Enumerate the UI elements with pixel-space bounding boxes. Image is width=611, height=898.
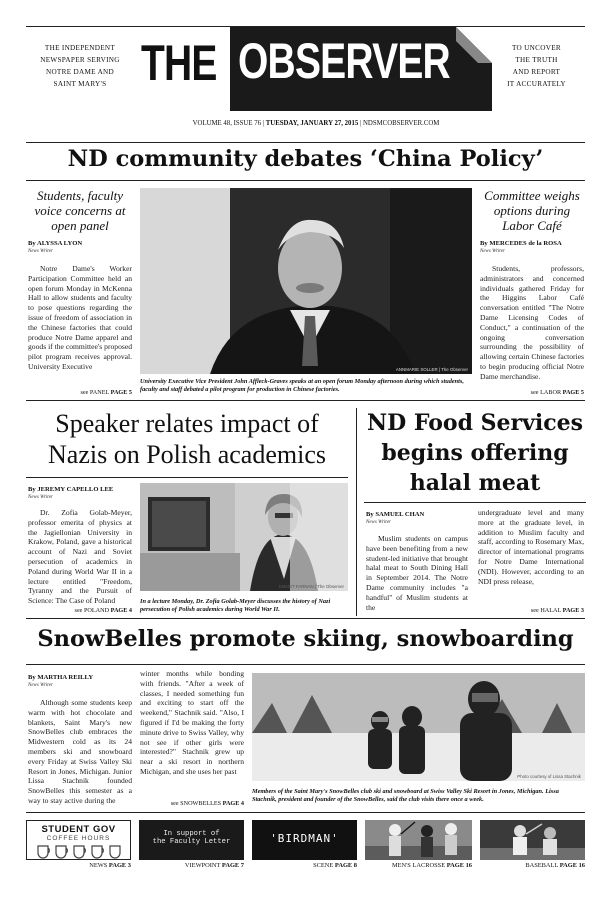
masthead-title-block (230, 27, 492, 111)
snow-body-left: Although some students keep warm with hot chocolate and blankets, Saint Mary's new SnowBelles club embraces the Midwestern cold as its 24 members ski and snowboard every Friday at Swiss Valley Ski Resort in Jones, Michigan. Junior Lissa Stachnik founded SnowBelles this semester as a way to stay active during the (28, 698, 132, 805)
food-headline-rule (364, 502, 586, 503)
issue-date: TUESDAY, JANUARY 27, 2015 (265, 120, 359, 127)
speaker-jump[interactable]: see POLAND PAGE 4 (74, 607, 132, 614)
issue-volume: VOLUME 48, ISSUE 76 (192, 120, 261, 127)
masthead-title-the: THE (141, 35, 217, 91)
snow-photo (252, 673, 585, 781)
teaser-viewpoint-art-title: In support of (163, 830, 220, 838)
lead-headline-rule (26, 180, 585, 181)
lead-top-rule (26, 142, 585, 143)
teaser-scene-label[interactable]: SCENE PAGE 8 (313, 862, 357, 869)
lead-right-role: News Writer (480, 249, 505, 254)
lacrosse-players-figure (365, 820, 472, 860)
teaser-viewpoint-art-sub: the Faculty Letter (152, 838, 231, 846)
speaker-photo (140, 483, 348, 591)
teaser-viewpoint[interactable] (139, 820, 244, 860)
speaker-photo-credit: EMMET FARNAN | The Observer (278, 584, 344, 589)
speaker-body: Dr. Zofia Golab-Meyer, professor emerita of physics at the Jagiellonian University in Krakow, Poland, gave a historical account of Nazi and Soviet persecution of academics in Poland during World War II in a lecture entitled "Freedom, Tyranny and the Pursuit of Science: The Case of Poland (28, 508, 132, 606)
teaser-news-art-sub: COFFEE HOURS (46, 835, 111, 842)
masthead-left-tagline: THE INDEPENDENT NEWSPAPER SERVING NOTRE DAME AND SAINT MARY'S (40, 44, 120, 88)
teaser-top-rule (26, 812, 585, 813)
masthead-right-tagline: TO UNCOVER THE TRUTH AND REPORT IT ACCURATELY (507, 44, 566, 88)
teaser-scene-art-title: 'BIRDMAN' (270, 832, 339, 845)
speaker-photo-caption: In a lecture Monday, Dr. Zofia Golab-Meyer discusses the history of Nazi persecution of Polish academics during World War II. (140, 598, 331, 613)
lead-right-byline: By MERCEDES de la ROSA (480, 240, 562, 247)
lead-photo-figure (140, 188, 472, 374)
lead-left-subhead[interactable]: Students, faculty voice concerns at open panel (34, 188, 126, 233)
section-rule-1 (26, 400, 585, 401)
lead-right-jump[interactable]: see LABOR PAGE 5 (530, 389, 584, 396)
snow-photo-credit: Photo courtesy of Lissa Stachnik (517, 774, 581, 779)
lead-headline[interactable]: ND community debates ‘China Policy’ (67, 146, 544, 172)
snow-headline[interactable]: SnowBelles promote skiing, snowboarding (37, 626, 574, 652)
coffee-cups-icon (34, 844, 124, 858)
lead-left-jump[interactable]: see PANEL PAGE 5 (80, 389, 132, 396)
food-body-left: Muslim students on campus have been benefiting from a new student-led initiative that brought halal meat to South Dining Hall in September 2014. The Notre Dame community includes "a handful" of Muslim students at the (366, 534, 468, 612)
food-body-right: undergraduate level and many more at the graduate level, in addition to Muslim faculty and staff, according to Rosemary Max, director of international programs for Notre Dame International (NDI). However, according to an NDI press release, (478, 508, 584, 586)
lead-photo (140, 188, 472, 374)
lead-photo-caption: University Executive Vice President John Affleck-Graves speaks at an open forum Monday afternoon during which students, faculty and staff debated a pilot program for production in Chinese factories. (140, 378, 464, 393)
baseball-players-figure (480, 820, 585, 860)
teaser-lacrosse-photo[interactable] (365, 820, 472, 860)
lead-left-byline: By ALYSSA LYON (28, 240, 83, 247)
food-role: News Writer (366, 520, 391, 525)
snow-headline-rule (26, 664, 585, 665)
food-jump[interactable]: see HALAL PAGE 3 (530, 607, 584, 614)
lead-right-subhead[interactable]: Committee weighs options during Labor Café (484, 188, 580, 233)
section-rule-2 (26, 618, 585, 619)
page-curl-icon (456, 27, 492, 63)
snow-role: News Writer (28, 683, 53, 688)
teaser-news[interactable] (26, 820, 131, 860)
speaker-role: News Writer (28, 495, 53, 500)
speaker-headline[interactable]: Speaker relates impact of Nazis on Polish academics (48, 409, 326, 469)
teaser-lacrosse-label[interactable]: MEN'S LACROSSE PAGE 16 (391, 862, 472, 869)
snow-jump[interactable]: see SNOWBELLES PAGE 4 (170, 800, 244, 807)
teaser-scene[interactable] (252, 820, 357, 860)
speaker-byline: By JEREMY CAPELLO LEE (28, 486, 114, 493)
speaker-headline-rule (26, 477, 348, 478)
lead-left-body: Notre Dame's Worker Participation Committee held an open forum Monday in McKenna Hall to allow students and faculty to pose questions regarding the issue of freedom of association in the Chinese factories that could produce Notre Dame apparel and goods if the committee's proposed pilot program receives approval. University Executive (28, 264, 132, 371)
teaser-baseball-photo[interactable] (480, 820, 585, 860)
masthead-title-main: OBSERVER (238, 33, 450, 89)
lead-right-body: Students, professors, administrators and concerned individuals gathered Friday for the Higgins Labor Café conversation entitled "The Notre Dame Licensing Codes of Conduct," a continuation of the ongoing conversation surrounding the possibility of allowing certain Chinese factories to begin producing official Notre Dame merchandise. (480, 264, 584, 381)
snow-body-right: winter months while bonding with friends. "After a week of classes, I needed something fun and exciting to start off the weekend," Stachnik said. "Also, I figured if I'd be making the forty minute drive to Swiss Valley, why not see if other girls were interested?" Stachnik grew up near a ski resort in northern Michigan, and she uses her past (140, 669, 244, 776)
food-headline[interactable]: ND Food Services begins offering halal meat (366, 410, 584, 496)
snow-photo-caption: Members of the Saint Mary's SnowBelles club ski and snowboard at Swiss Valley Ski Resort in Jones, Michigan. Lissa Stachnik, president and founder of the SnowBelles, said the club visits there once a week. (252, 788, 559, 803)
column-divider (356, 408, 357, 616)
teaser-news-art-title: STUDENT GOV (41, 824, 116, 835)
snow-photo-figure (252, 673, 585, 781)
lead-left-role: News Writer (28, 249, 53, 254)
lead-photo-credit: ANNMARIE SOLLER | The Observer (395, 367, 468, 372)
food-byline: By SAMUEL CHAN (366, 511, 425, 518)
teaser-viewpoint-label[interactable]: VIEWPOINT PAGE 7 (184, 862, 244, 869)
snow-byline: By MARTHA REILLY (28, 674, 94, 681)
speaker-photo-figure (140, 483, 348, 591)
issue-site[interactable]: NDSMCOBSERVER.COM (363, 120, 440, 127)
issue-info-line: VOLUME 48, ISSUE 76 | TUESDAY, JANUARY 27, 2015 | NDSMCOBSERVER.COM (192, 120, 440, 127)
teaser-news-label[interactable]: NEWS PAGE 3 (89, 862, 131, 869)
teaser-baseball-label[interactable]: BASEBALL PAGE 16 (525, 862, 585, 869)
